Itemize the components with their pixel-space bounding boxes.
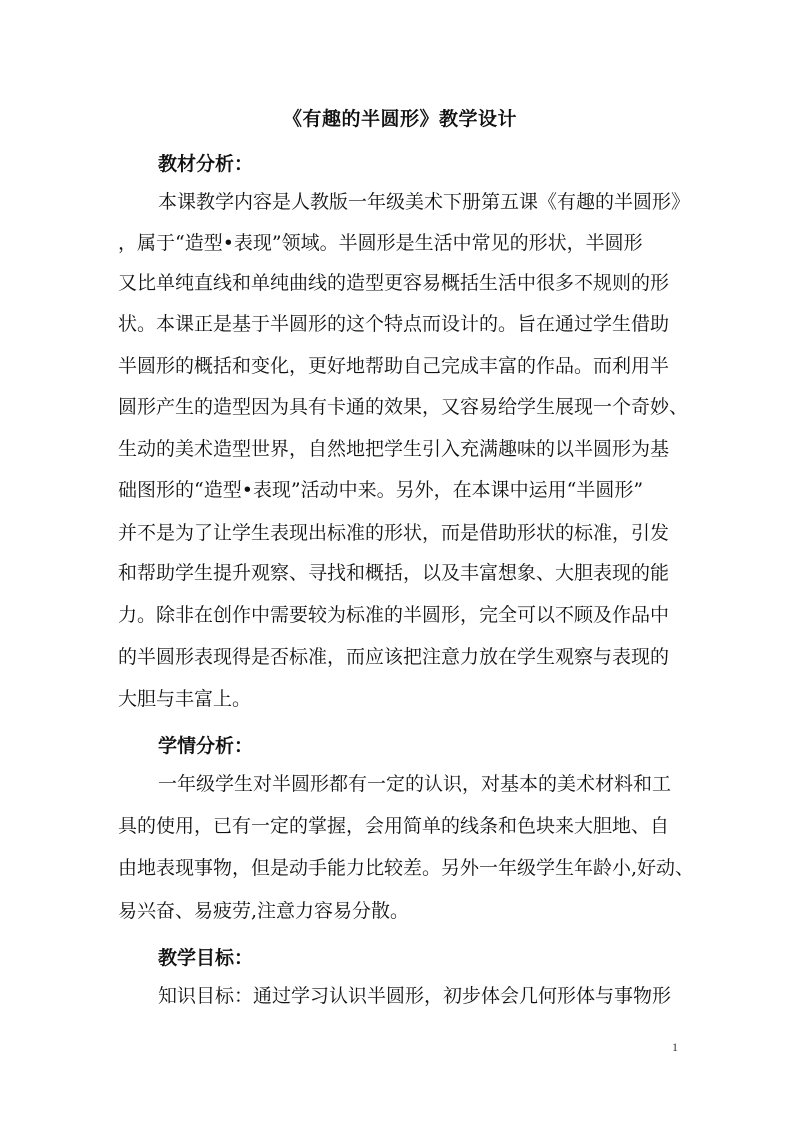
paragraph-line: 由地表现事物，但是动手能力比较差。另外一年级学生年龄小,好动、	[118, 857, 695, 879]
paragraph-line: 本课教学内容是人教版一年级美术下册第五课《有趣的半圆形》	[158, 191, 691, 213]
paragraph-line: 生动的美术造型世界，自然地把学生引入充满趣味的以半圆形为基	[118, 438, 670, 460]
paragraph-line: 一年级学生对半圆形都有一定的认识，对基本的美术材料和工	[158, 773, 672, 795]
section-heading: 学情分析：	[158, 735, 254, 757]
page-number: 1	[672, 1040, 678, 1054]
paragraph-line: 和帮助学生提升观察、寻找和概括，以及丰富想象、大胆表现的能	[118, 562, 670, 584]
paragraph-line: 半圆形的概括和变化，更好地帮助自己完成丰富的作品。而利用半	[118, 355, 670, 377]
paragraph-line: 力。除非在创作中需要较为标准的半圆形，完全可以不顾及作品中	[118, 604, 670, 626]
paragraph-line: 状。本课正是基于半圆形的这个特点而设计的。旨在通过学生借助	[118, 313, 670, 335]
paragraph-line: 大胆与丰富上。	[118, 688, 252, 710]
paragraph-line: 础图形的“造型•表现”活动中来。另外，在本课中运用“半圆形”	[118, 479, 644, 501]
paragraph-line: 易兴奋、易疲劳,注意力容易分散。	[118, 900, 410, 922]
paragraph-line: 的半圆形表现得是否标准，而应该把注意力放在学生观察与表现的	[118, 646, 670, 668]
paragraph-line: ，属于“造型•表现”领域。半圆形是生活中常见的形状，半圆形	[118, 232, 643, 254]
section-heading: 教学目标：	[158, 947, 254, 969]
paragraph-line: 并不是为了让学生表现出标准的形状，而是借助形状的标准，引发	[118, 522, 670, 544]
paragraph-line: 具的使用，已有一定的掌握，会用简单的线条和色块来大胆地、自	[118, 815, 670, 837]
paragraph-line: 圆形产生的造型因为具有卡通的效果，又容易给学生展现一个奇妙、	[118, 396, 689, 418]
section-heading: 教材分析：	[158, 153, 254, 175]
paragraph-line: 又比单纯直线和单纯曲线的造型更容易概括生活中很多不规则的形	[118, 272, 670, 294]
document-title: 《有趣的半圆形》教学设计	[282, 108, 517, 130]
paragraph-line: 知识目标：通过学习认识半圆形，初步体会几何形体与事物形	[158, 985, 672, 1007]
